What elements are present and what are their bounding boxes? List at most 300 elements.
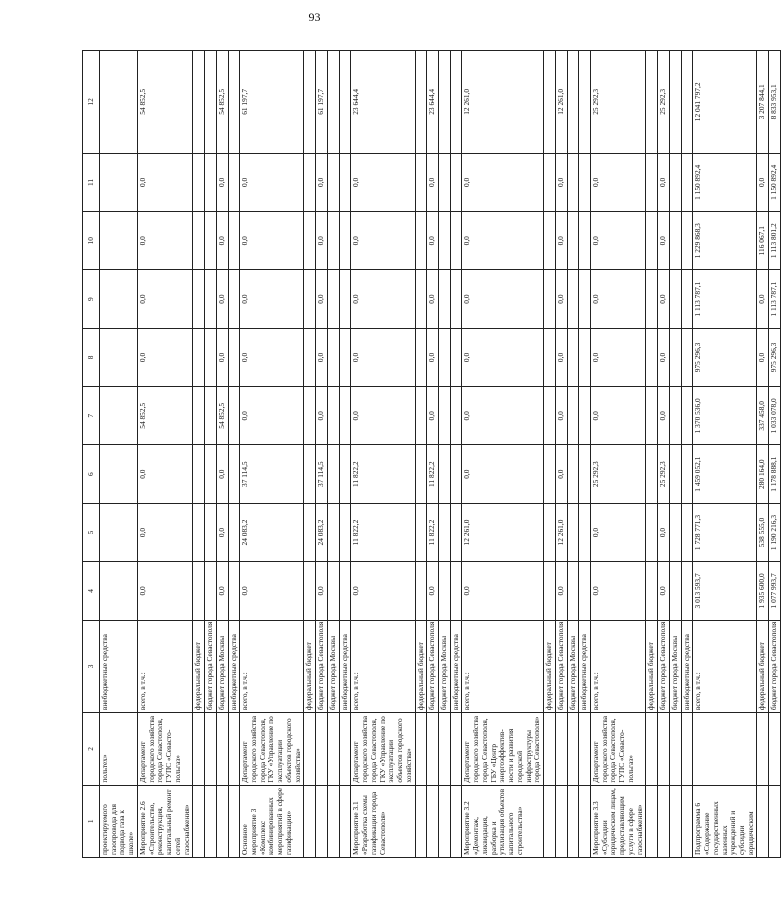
amount-cell [450, 562, 462, 620]
amount-cell: 0,0 [555, 153, 567, 211]
executor-cell [579, 713, 591, 785]
amount-cell: 54 852,5 [137, 51, 192, 154]
amount-cell [205, 212, 217, 270]
amount-cell [228, 387, 240, 445]
amount-cell [438, 328, 450, 386]
amount-cell [669, 212, 681, 270]
funding-source-cell: бюджет города Москвы [216, 620, 228, 713]
executor-cell [339, 713, 351, 785]
funding-source-cell: бюджет города Москвы [438, 620, 450, 713]
amount-cell [415, 51, 427, 154]
amount-cell [339, 445, 351, 503]
amount-cell [450, 212, 462, 270]
amount-cell [438, 212, 450, 270]
amount-cell: 0,0 [658, 387, 670, 445]
amount-cell [228, 445, 240, 503]
amount-cell: 0,0 [427, 270, 439, 328]
executor-cell [646, 713, 658, 785]
amount-cell [544, 51, 556, 154]
executor-cell: Департамент городского хозяйства города Севастополя, ГБУ «Центр энергоэффектив-ности и развития городской инфраструктуры города Севастополя» [462, 713, 544, 785]
activity-cell: Мероприятие 2.6 «Строительство, реконструкция, капитальный ремонт сетей газоснабжения» [137, 785, 192, 857]
amount-cell: 0,0 [316, 328, 328, 386]
amount-cell: 0,0 [240, 270, 304, 328]
executor-cell [544, 713, 556, 785]
amount-cell: 0,0 [137, 212, 192, 270]
amount-cell: 0,0 [658, 562, 670, 620]
amount-cell: 12 261,0 [462, 503, 544, 561]
amount-cell [438, 153, 450, 211]
amount-cell [544, 445, 556, 503]
funding-source-cell: федеральный бюджет [544, 620, 556, 713]
amount-cell: 0,0 [462, 328, 544, 386]
amount-cell [205, 153, 217, 211]
activity-cell: Подпрограмма 6 «Содержание государственных казенных учреждений и субсидии юридическим [693, 785, 757, 857]
amount-cell: 0,0 [216, 153, 228, 211]
funding-source-cell: внебюджетные средства [450, 620, 462, 713]
amount-cell [100, 51, 138, 154]
column-header: 2 [83, 713, 100, 785]
amount-cell [438, 562, 450, 620]
funding-source-cell: всего, в т.ч.: [590, 620, 645, 713]
amount-cell [579, 387, 591, 445]
table-row [427, 51, 439, 858]
amount-cell: 0,0 [555, 562, 567, 620]
funding-source-cell: всего, в т.ч.: [693, 620, 757, 713]
amount-cell: 0,0 [316, 153, 328, 211]
amount-cell: 0,0 [590, 328, 645, 386]
amount-cell [646, 387, 658, 445]
amount-cell [438, 503, 450, 561]
funding-source-cell: бюджет города Севастополя [658, 620, 670, 713]
amount-cell [415, 328, 427, 386]
amount-cell: 54 852,5 [137, 387, 192, 445]
amount-cell: 24 083,2 [240, 503, 304, 561]
amount-cell [669, 328, 681, 386]
amount-cell: 1 113 787,1 [769, 270, 781, 328]
amount-cell: 0,0 [240, 153, 304, 211]
amount-cell: 0,0 [590, 503, 645, 561]
amount-cell [205, 562, 217, 620]
amount-cell: 280 164,0 [757, 445, 769, 503]
amount-cell [193, 270, 205, 328]
amount-cell: 0,0 [462, 153, 544, 211]
amount-cell [327, 153, 339, 211]
amount-cell [415, 270, 427, 328]
amount-cell: 3 013 593,7 [693, 562, 757, 620]
executor-cell [205, 713, 217, 785]
amount-cell: 0,0 [757, 153, 769, 211]
amount-cell [567, 153, 579, 211]
amount-cell [193, 212, 205, 270]
amount-cell: 0,0 [351, 153, 415, 211]
amount-cell [579, 562, 591, 620]
amount-cell: 0,0 [590, 270, 645, 328]
amount-cell: 1 113 787,1 [693, 270, 757, 328]
amount-cell: 0,0 [462, 445, 544, 503]
amount-cell: 1 113 801,2 [769, 212, 781, 270]
amount-cell [544, 270, 556, 328]
amount-cell: 25 292,3 [658, 445, 670, 503]
amount-cell: 0,0 [137, 503, 192, 561]
amount-cell: 12 261,0 [462, 51, 544, 154]
amount-cell [415, 503, 427, 561]
amount-cell [567, 270, 579, 328]
funding-source-cell: внебюджетные средства [681, 620, 693, 713]
amount-cell [681, 387, 693, 445]
table-row [415, 51, 427, 858]
amount-cell: 116 067,1 [757, 212, 769, 270]
amount-cell: 23 644,4 [351, 51, 415, 154]
table-row [579, 51, 591, 858]
amount-cell: 0,0 [316, 270, 328, 328]
amount-cell [304, 328, 316, 386]
amount-cell: 0,0 [757, 328, 769, 386]
amount-cell: 0,0 [137, 270, 192, 328]
amount-cell: 1 190 216,3 [769, 503, 781, 561]
amount-cell [450, 153, 462, 211]
activity-cell [681, 785, 693, 857]
amount-cell: 54 852,5 [216, 51, 228, 154]
amount-cell: 11 822,2 [351, 445, 415, 503]
table-row [681, 51, 693, 858]
column-header: 8 [83, 328, 100, 386]
executor-cell [427, 713, 439, 785]
amount-cell: 1 229 868,3 [693, 212, 757, 270]
amount-cell: 1 728 771,3 [693, 503, 757, 561]
funding-source-cell: всего, в т.ч.: [462, 620, 544, 713]
amount-cell: 12 261,0 [555, 503, 567, 561]
amount-cell: 0,0 [216, 328, 228, 386]
activity-cell [216, 785, 228, 857]
amount-cell: 0,0 [216, 270, 228, 328]
amount-cell: 975 296,3 [769, 328, 781, 386]
funding-source-cell: федеральный бюджет [646, 620, 658, 713]
amount-cell [681, 503, 693, 561]
executor-cell [327, 713, 339, 785]
amount-cell [450, 328, 462, 386]
column-header: 7 [83, 387, 100, 445]
amount-cell: 8 833 953,1 [769, 51, 781, 154]
amount-cell [304, 445, 316, 503]
amount-cell [228, 153, 240, 211]
column-header: 6 [83, 445, 100, 503]
activity-cell: Мероприятие 3.2 «Демонтаж, ликвидация, разборка и утилизация объектов капитального строительства» [462, 785, 544, 857]
amount-cell [339, 503, 351, 561]
funding-source-cell: бюджет города Севастополя [316, 620, 328, 713]
funding-source-cell: внебюджетные средства [100, 620, 138, 713]
amount-cell [646, 503, 658, 561]
amount-cell [327, 503, 339, 561]
amount-cell [205, 270, 217, 328]
amount-cell: 1 150 892,4 [693, 153, 757, 211]
column-header: 3 [83, 620, 100, 713]
amount-cell [193, 328, 205, 386]
table-row [339, 51, 351, 858]
activity-cell: проектируемого газопровода для подвода газа к школе» [100, 785, 138, 857]
amount-cell [567, 212, 579, 270]
column-header: 11 [83, 153, 100, 211]
amount-cell: 12 041 797,2 [693, 51, 757, 154]
amount-cell [100, 562, 138, 620]
table-row [567, 51, 579, 858]
funding-source-cell: федеральный бюджет [415, 620, 427, 713]
table-row [769, 51, 781, 858]
amount-cell [327, 387, 339, 445]
amount-cell: 0,0 [462, 562, 544, 620]
amount-cell [100, 153, 138, 211]
amount-cell [544, 328, 556, 386]
amount-cell [415, 562, 427, 620]
activity-cell [415, 785, 427, 857]
amount-cell: 337 458,0 [757, 387, 769, 445]
table-row [205, 51, 217, 858]
funding-source-cell: федеральный бюджет [193, 620, 205, 713]
amount-cell: 61 197,7 [240, 51, 304, 154]
amount-cell: 11 822,2 [427, 503, 439, 561]
table-row [669, 51, 681, 858]
amount-cell: 0,0 [658, 328, 670, 386]
amount-cell: 0,0 [658, 212, 670, 270]
amount-cell [438, 387, 450, 445]
amount-cell: 0,0 [351, 562, 415, 620]
table-row [693, 51, 757, 858]
amount-cell [567, 387, 579, 445]
executor-cell: польтех» [100, 713, 138, 785]
amount-cell [669, 51, 681, 154]
executor-cell: Департамент городского хозяйства города Севастополя, ГУПС «Севасто-польгаз» [590, 713, 645, 785]
funding-source-cell: бюджет города Севастополя [205, 620, 217, 713]
amount-cell [415, 387, 427, 445]
amount-cell: 0,0 [658, 270, 670, 328]
amount-cell: 0,0 [240, 387, 304, 445]
amount-cell: 0,0 [555, 387, 567, 445]
amount-cell [205, 445, 217, 503]
amount-cell: 54 852,5 [216, 387, 228, 445]
amount-cell [228, 51, 240, 154]
activity-cell [438, 785, 450, 857]
amount-cell [339, 562, 351, 620]
funding-source-cell: бюджет города Москвы [327, 620, 339, 713]
activity-cell [205, 785, 217, 857]
column-header: 5 [83, 503, 100, 561]
amount-cell: 0,0 [216, 445, 228, 503]
amount-cell: 0,0 [590, 212, 645, 270]
amount-cell [100, 503, 138, 561]
executor-cell [228, 713, 240, 785]
funding-source-cell: бюджет города Москвы [567, 620, 579, 713]
amount-cell [327, 51, 339, 154]
amount-cell: 0,0 [351, 212, 415, 270]
amount-cell: 0,0 [137, 445, 192, 503]
executor-cell [669, 713, 681, 785]
amount-cell [579, 212, 591, 270]
column-header: 4 [83, 562, 100, 620]
executor-cell [193, 713, 205, 785]
activity-cell [228, 785, 240, 857]
amount-cell: 0,0 [590, 153, 645, 211]
funding-source-cell: бюджет города Севастополя [555, 620, 567, 713]
amount-cell [438, 445, 450, 503]
executor-cell: Департамент городского хозяйства города Севастополя, ГКУ «Управление по эксплуатации объектов городского хозяйства» [240, 713, 304, 785]
amount-cell [339, 153, 351, 211]
table-row [216, 51, 228, 858]
amount-cell [438, 270, 450, 328]
table-row [462, 51, 544, 858]
activity-cell: Мероприятие 3.3 «Субсидии юридическим лицам, предоставляющим услуги в сфере газоснабжения» [590, 785, 645, 857]
activity-cell [658, 785, 670, 857]
amount-cell [579, 328, 591, 386]
activity-cell [757, 785, 769, 857]
amount-cell [193, 445, 205, 503]
amount-cell [669, 153, 681, 211]
amount-cell [304, 270, 316, 328]
amount-cell [450, 445, 462, 503]
table-row [646, 51, 658, 858]
amount-cell: 12 261,0 [555, 51, 567, 154]
amount-cell [567, 328, 579, 386]
rotated-table-container [82, 50, 779, 858]
column-header: 10 [83, 212, 100, 270]
amount-cell [646, 445, 658, 503]
executor-cell [450, 713, 462, 785]
amount-cell: 0,0 [427, 387, 439, 445]
amount-cell [567, 503, 579, 561]
amount-cell [327, 328, 339, 386]
amount-cell: 25 292,3 [658, 51, 670, 154]
activity-cell [193, 785, 205, 857]
amount-cell [193, 153, 205, 211]
amount-cell [228, 212, 240, 270]
executor-cell [567, 713, 579, 785]
amount-cell: 975 296,3 [693, 328, 757, 386]
page-number: 93 [308, 10, 321, 24]
activity-cell [450, 785, 462, 857]
amount-cell: 538 555,0 [757, 503, 769, 561]
activity-cell [327, 785, 339, 857]
amount-cell [681, 562, 693, 620]
amount-cell [450, 270, 462, 328]
amount-cell [228, 270, 240, 328]
executor-cell [216, 713, 228, 785]
table-header-row [83, 51, 100, 858]
amount-cell: 0,0 [351, 387, 415, 445]
amount-cell: 24 083,2 [316, 503, 328, 561]
amount-cell: 37 114,5 [240, 445, 304, 503]
amount-cell: 1 033 078,0 [769, 387, 781, 445]
executor-cell: Департамент городского хозяйства города Севастополя, ГУПС «Севасто-польгаз» [137, 713, 192, 785]
executor-cell [316, 713, 328, 785]
amount-cell: 0,0 [137, 328, 192, 386]
amount-cell [450, 387, 462, 445]
amount-cell: 0,0 [555, 445, 567, 503]
amount-cell [567, 51, 579, 154]
amount-cell: 0,0 [427, 212, 439, 270]
program-funding-table [82, 50, 781, 858]
activity-cell [769, 785, 781, 857]
amount-cell [193, 503, 205, 561]
amount-cell [544, 562, 556, 620]
amount-cell [646, 51, 658, 154]
amount-cell [567, 562, 579, 620]
amount-cell [304, 153, 316, 211]
amount-cell [415, 445, 427, 503]
table-row [438, 51, 450, 858]
amount-cell [544, 503, 556, 561]
activity-cell: Основное мероприятие 3 «Комплекс комбинированных мероприятий в сфере газификации» [240, 785, 304, 857]
table-row [757, 51, 769, 858]
amount-cell [339, 270, 351, 328]
amount-cell [327, 270, 339, 328]
table-row [137, 51, 192, 858]
funding-source-cell: всего, в т.ч.: [240, 620, 304, 713]
amount-cell [544, 153, 556, 211]
amount-cell: 1 077 993,7 [769, 562, 781, 620]
amount-cell [669, 387, 681, 445]
amount-cell [669, 445, 681, 503]
activity-cell [555, 785, 567, 857]
amount-cell: 11 822,2 [427, 445, 439, 503]
amount-cell: 0,0 [316, 212, 328, 270]
amount-cell [567, 445, 579, 503]
amount-cell [646, 153, 658, 211]
activity-cell [579, 785, 591, 857]
table-row [544, 51, 556, 858]
activity-cell [427, 785, 439, 857]
amount-cell: 0,0 [590, 387, 645, 445]
amount-cell [450, 51, 462, 154]
amount-cell [681, 212, 693, 270]
amount-cell: 25 292,3 [590, 445, 645, 503]
executor-cell [304, 713, 316, 785]
amount-cell [646, 212, 658, 270]
amount-cell: 0,0 [316, 387, 328, 445]
table-row [327, 51, 339, 858]
executor-cell [438, 713, 450, 785]
table-row [316, 51, 328, 858]
amount-cell [646, 328, 658, 386]
table-row [555, 51, 567, 858]
amount-cell [579, 51, 591, 154]
amount-cell [205, 387, 217, 445]
amount-cell [205, 328, 217, 386]
amount-cell [193, 51, 205, 154]
amount-cell [339, 51, 351, 154]
amount-cell [193, 562, 205, 620]
amount-cell: 11 822,2 [351, 503, 415, 561]
amount-cell [205, 51, 217, 154]
table-row [658, 51, 670, 858]
amount-cell: 0,0 [216, 503, 228, 561]
amount-cell [304, 51, 316, 154]
amount-cell [100, 387, 138, 445]
amount-cell [193, 387, 205, 445]
executor-cell [693, 713, 757, 785]
amount-cell [646, 270, 658, 328]
amount-cell [327, 562, 339, 620]
amount-cell: 0,0 [240, 328, 304, 386]
amount-cell [415, 212, 427, 270]
amount-cell: 0,0 [555, 328, 567, 386]
amount-cell: 3 207 844,1 [757, 51, 769, 154]
amount-cell: 25 292,3 [590, 51, 645, 154]
amount-cell: 1 370 536,0 [693, 387, 757, 445]
amount-cell: 0,0 [658, 153, 670, 211]
executor-cell [658, 713, 670, 785]
executor-cell: Департамент городского хозяйства города Севастополя, ГКУ «Управление по эксплуатации объектов городского хозяйства» [351, 713, 415, 785]
amount-cell: 0,0 [462, 212, 544, 270]
amount-cell [339, 212, 351, 270]
amount-cell [438, 51, 450, 154]
